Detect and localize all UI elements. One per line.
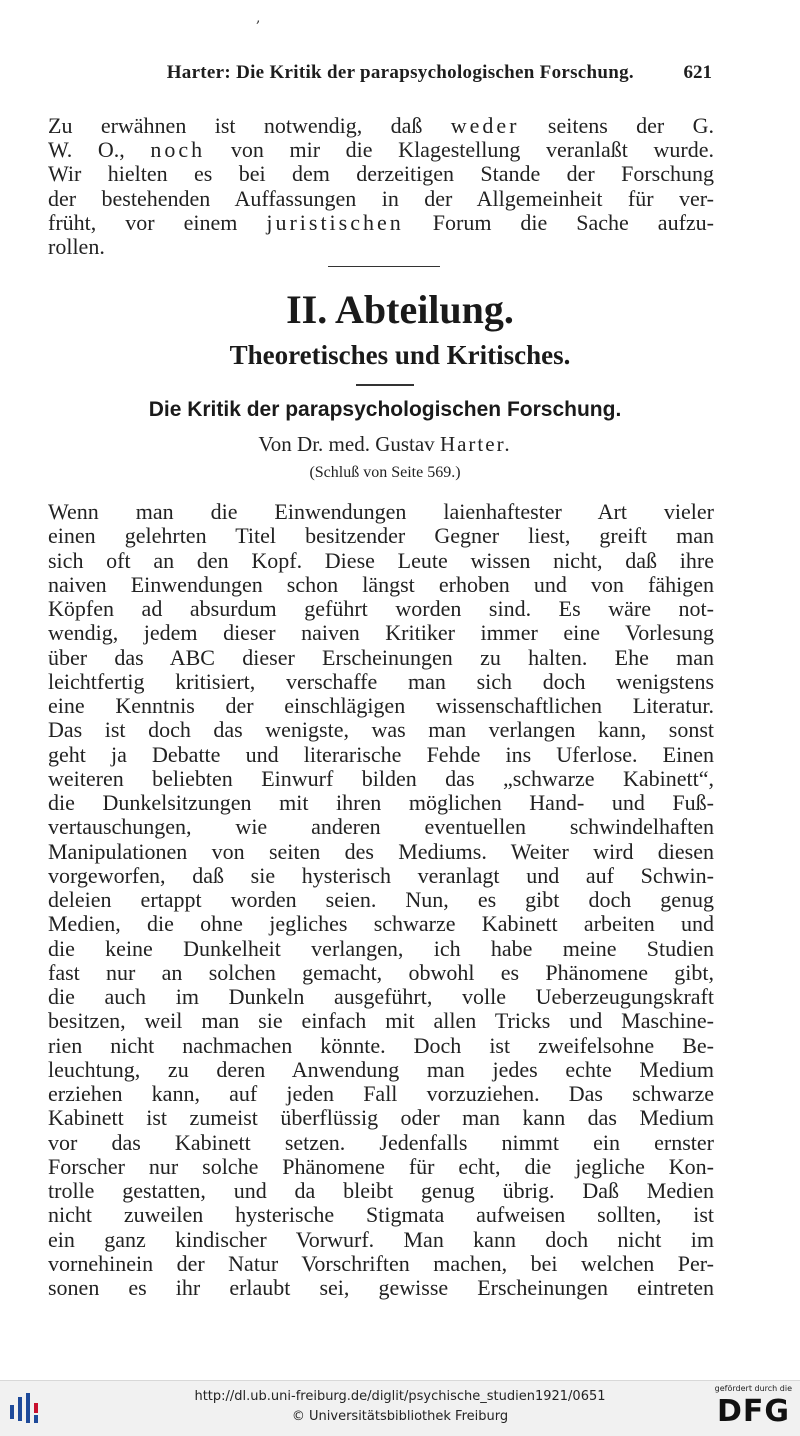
intro-line	[48, 162, 714, 186]
body-line: sonen es ihr erlaubt sei, gewisse Erscheinungen eintreten	[48, 1275, 714, 1300]
body-line: geht ja Debatte und literarische Fehde ins Uferlose. Einen	[48, 741, 714, 767]
body-line: die Dunkelsitzungen mit ihren möglichen Hand- und Fuß-	[48, 790, 714, 815]
intro-text: früht, vor einem	[48, 209, 267, 235]
body-line: vornehinein der Natur Vorschriften machen, bei welchen Per-	[48, 1250, 714, 1276]
section-subtitle: Theoretisches und Kritisches.	[229, 340, 571, 370]
intro-text: W. O.,	[48, 137, 151, 163]
emphasis-text: noch	[150, 137, 206, 163]
intro-text: Wir hielten es bei dem derzeitigen Stande der Forschung	[48, 161, 714, 187]
body-line: Medien, die ohne jegliches schwarze Kabinett arbeiten und	[48, 911, 714, 937]
body-line: wendig, jedem dieser naiven Kritiker immer eine Vorlesung	[48, 620, 714, 646]
byline-prefix: Von Dr. med. Gustav	[258, 432, 440, 456]
body-line: sich oft an den Kopf. Diese Leute wissen nicht, daß ihre	[48, 547, 714, 573]
intro-text: seitens der G.	[519, 113, 715, 138]
section-rule	[356, 384, 414, 386]
body-line: Kabinett ist zumeist überflüssig oder man kann das Medium	[48, 1105, 714, 1131]
dfg-logo: DFG	[716, 1394, 790, 1429]
body-line: rien nicht nachmachen könnte. Doch ist zweifelsohne Be-	[48, 1032, 714, 1058]
intro-text: Zu erwähnen ist notwendig, daß	[48, 113, 451, 138]
section-title: II. Abteilung.	[286, 287, 514, 332]
body-line: deleien ertappt worden seien. Nun, es gibt doch genug	[48, 887, 714, 912]
body-line: die keine Dunkelheit verlangen, ich habe meine Studien	[48, 935, 714, 961]
intro-paragraph	[48, 114, 714, 259]
print-speck: ,	[256, 10, 261, 26]
byline	[0, 432, 770, 457]
body-line: die auch im Dunkeln ausgeführt, volle Ueberzeugungskraft	[48, 984, 714, 1009]
intro-text: rollen.	[48, 234, 105, 260]
intro-line	[48, 114, 714, 138]
body-text	[48, 500, 714, 1300]
body-line: Forscher nur solche Phänomene für echt, die jegliche Kon-	[48, 1153, 714, 1179]
intro-line	[48, 211, 714, 235]
page-number: 621	[683, 62, 712, 83]
body-line: vertauschungen, wie anderen eventuellen schwindelhaften	[48, 814, 714, 840]
intro-line	[48, 187, 714, 211]
article-title: Die Kritik der parapsychologischen Forschung.	[148, 398, 622, 421]
intro-line	[48, 235, 714, 259]
intro-text: der bestehenden Auffassungen in der Allgemeinheit für ver-	[48, 185, 714, 211]
body-line: nicht zuweilen hysterische Stigmata aufweisen sollten, ist	[48, 1202, 714, 1228]
body-line: weiteren beliebten Einwurf bilden das „schwarze Kabinett“,	[48, 765, 714, 791]
continuation-note: (Schluß von Seite 569.)	[309, 464, 461, 481]
viewer-footer	[0, 1380, 800, 1436]
body-line: Manipulationen von seiten des Mediums. Weiter wird diesen	[48, 838, 714, 864]
emphasis-text: juristischen	[266, 209, 404, 235]
body-line: leichtfertig kritisiert, verschaffe man sich doch wenigstens	[48, 668, 714, 694]
byline-author: Harter.	[439, 432, 512, 456]
emphasis-text: weder	[450, 113, 520, 138]
body-line: über das ABC dieser Erscheinungen zu halten. Ehe man	[48, 644, 714, 670]
body-line: Wenn man die Einwendungen laienhaftester Art vieler	[48, 499, 714, 524]
body-line: einen gelehrten Titel besitzender Gegner liest, greift man	[48, 523, 714, 549]
intro-text: von mir die Klagestellung veranlaßt wurde.	[205, 137, 714, 163]
footer-url[interactable]: http://dl.ub.uni-freiburg.de/diglit/psychische_studien1921/0651	[194, 1389, 606, 1404]
intro-text: Forum die Sache aufzu-	[403, 209, 714, 235]
body-line: Köpfen ad absurdum geführt worden sind. Es wäre not-	[48, 596, 714, 621]
footer-copyright: © Universitätsbibliothek Freiburg	[291, 1409, 509, 1424]
body-line: leuchtung, zu deren Anwendung man jedes echte Medium	[48, 1056, 714, 1082]
body-line: ein ganz kindischer Vorwurf. Man kann doch nicht im	[48, 1226, 714, 1252]
separator-rule	[328, 266, 440, 267]
body-line: vorgeworfen, daß sie hysterisch veranlagt und auf Schwin-	[48, 862, 714, 888]
running-head: Harter: Die Kritik der parapsychologischen Forschung.	[166, 62, 634, 83]
body-line: naiven Einwendungen schon längst erhoben und von fähigen	[48, 571, 714, 597]
body-line: erziehen kann, auf jeden Fall vorzuziehen. Das schwarze	[48, 1081, 714, 1106]
body-line: eine Kenntnis der einschlägigen wissenschaftlichen Literatur.	[48, 693, 714, 718]
body-line: fast nur an solchen gemacht, obwohl es Phänomene gibt,	[48, 959, 714, 985]
body-line: vor das Kabinett setzen. Jedenfalls nimmt ein ernster	[48, 1129, 714, 1155]
body-line: Das ist doch das wenigste, was man verlangen kann, sonst	[48, 717, 714, 743]
intro-line	[48, 138, 714, 162]
body-line: trolle gestatten, und da bleibt genug übrig. Daß Medien	[48, 1178, 714, 1203]
body-line: besitzen, weil man sie einfach mit allen Tricks und Maschine-	[48, 1008, 714, 1034]
dfg-caption: gefördert durch die	[714, 1384, 792, 1393]
